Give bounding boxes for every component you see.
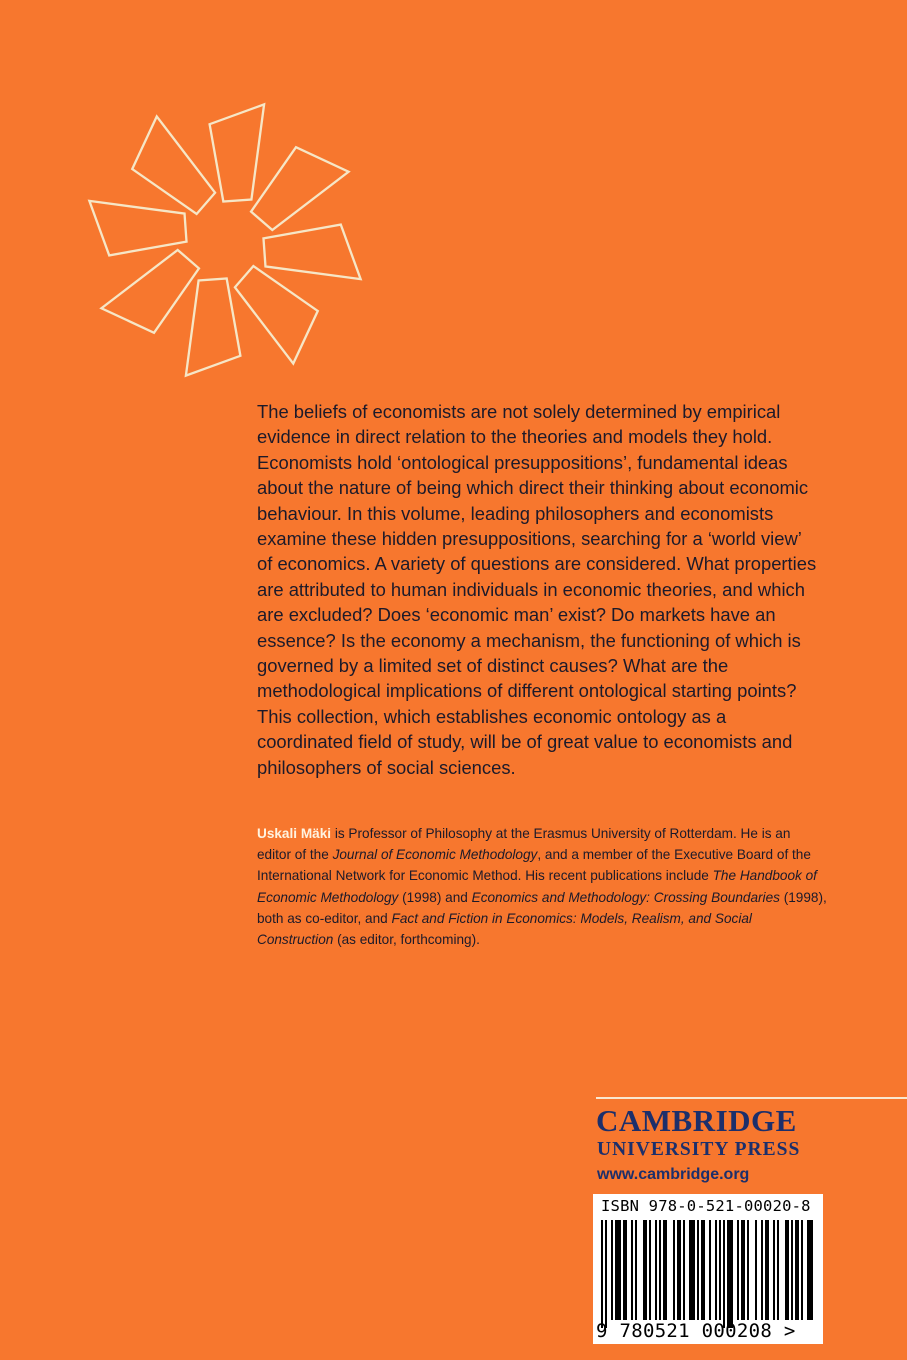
- isbn-label: ISBN 978-0-521-00020-8: [601, 1197, 811, 1215]
- barcode-bar: [659, 1220, 661, 1320]
- author-bio: [257, 823, 827, 950]
- barcode-bar: [643, 1220, 647, 1320]
- barcode-bar: [623, 1220, 627, 1320]
- author-name: Uskali Mäki: [257, 826, 332, 841]
- barcode-bar: [761, 1220, 763, 1320]
- barcode-bar: [755, 1220, 757, 1320]
- barcode-bar: [683, 1220, 685, 1320]
- bio-text-4: (1998), both as co-editor, and: [257, 889, 827, 926]
- barcode-bar: [655, 1220, 657, 1320]
- barcode-bar: [785, 1220, 789, 1320]
- publisher-divider: [596, 1097, 907, 1099]
- barcode-bar: [723, 1220, 725, 1328]
- barcode-bar: [601, 1220, 603, 1328]
- barcode-bar: [719, 1220, 721, 1320]
- pinwheel-blade: [197, 104, 293, 208]
- barcode-bar: [777, 1220, 779, 1320]
- bio-title-1: Journal of Economic Methodology: [332, 847, 538, 863]
- pinwheel-logo-icon: [80, 95, 370, 385]
- barcode-bar: [677, 1220, 681, 1320]
- barcode-bar: [801, 1220, 803, 1320]
- barcode-bar: [663, 1220, 667, 1320]
- bio-text-5: (as editor, forthcoming).: [333, 932, 480, 948]
- barcode-bar: [773, 1220, 775, 1320]
- barcode-digits: 9 780521 000208 >: [596, 1320, 796, 1342]
- barcode-panel: [593, 1194, 823, 1344]
- barcode-bar: [605, 1220, 607, 1328]
- bio-text-3: (1998) and: [398, 889, 472, 905]
- bio-text-2: , and a member of the Executive Board of the International Network for Economic Method. His recent publications include: [257, 847, 811, 884]
- pinwheel-blade: [157, 271, 253, 375]
- barcode-bar: [631, 1220, 633, 1320]
- bio-title-3: Economics and Methodology: Crossing Boundaries: [471, 889, 780, 905]
- barcode-bar: [709, 1220, 711, 1320]
- barcode-bar: [689, 1220, 695, 1320]
- barcode-bar: [649, 1220, 651, 1320]
- barcode-bar: [807, 1220, 813, 1320]
- barcode-bar: [615, 1220, 621, 1320]
- barcode-bar: [611, 1220, 613, 1320]
- publisher-subtitle: UNIVERSITY PRESS: [597, 1139, 801, 1160]
- publisher-url: www.cambridge.org: [597, 1166, 750, 1183]
- barcode-bar: [697, 1220, 699, 1320]
- book-description: The beliefs of economists are not solely determined by empirical evidence in direct relation to the theories and models they hold. Economists hold ‘ontological presuppositions’, fundamental ideas about the nature of being which direct their thinking about economic behaviour. In this volume, leading philosophers and economists examine these hidden presuppositions, searching for a ‘world view’ of economics. A variety of questions are considered. What properties are attributed to human individuals in economic theories, and which are excluded? Does ‘economic man’ exist? Do markets have an essence? Is the economy a mechanism, the functioning of which is governed by a limited set of distinct causes? What are the methodological implications of different ontological starting points? This collection, which establishes economic ontology as a coordinated field of study, will be of great value to economists and philosophers of social sciences.: [257, 401, 817, 778]
- barcode-bar: [741, 1220, 745, 1320]
- barcode-bar: [727, 1220, 733, 1328]
- barcode-bar: [737, 1220, 739, 1320]
- barcode-bar: [795, 1220, 799, 1320]
- barcode-bar: [635, 1220, 637, 1320]
- publisher-name: CAMBRIDGE: [596, 1103, 797, 1138]
- pinwheel-blade: [89, 172, 193, 268]
- bio-title-2: The Handbook of Economic Methodology: [257, 868, 817, 905]
- barcode-bar: [715, 1220, 717, 1320]
- barcode-bar: [765, 1220, 769, 1320]
- barcode-bar: [747, 1220, 749, 1320]
- pinwheel-blade: [256, 212, 360, 308]
- bio-title-4: Fact and Fiction in Economics: Models, Realism, and Social Construction: [257, 910, 752, 948]
- barcode-bar: [673, 1220, 675, 1320]
- bio-text-1: is Professor of Philosophy at the Erasmus University of Rotterdam. He is an editor of the: [257, 826, 791, 863]
- barcode-bar: [701, 1220, 705, 1320]
- barcode-bar: [791, 1220, 793, 1320]
